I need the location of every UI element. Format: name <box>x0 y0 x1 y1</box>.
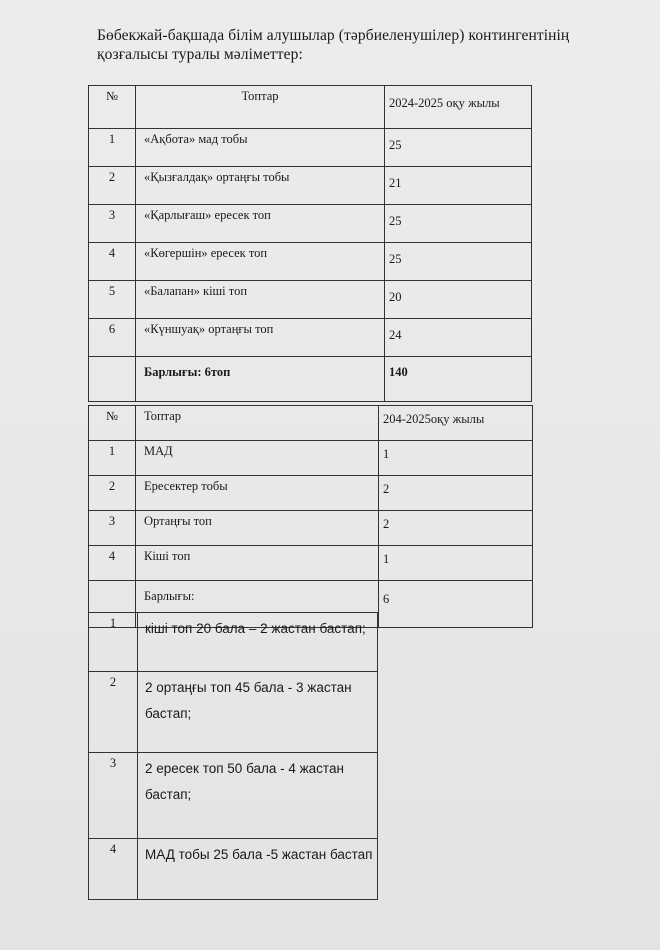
row-number: 3 <box>89 511 136 546</box>
row-count: 25 <box>385 205 532 243</box>
row-number: 1 <box>89 441 136 476</box>
total-value: 140 <box>385 357 532 402</box>
row-description: кіші топ 20 бала – 2 жастан бастап; <box>138 613 378 672</box>
header-number: № <box>89 406 136 441</box>
table-row <box>89 281 532 319</box>
table-row <box>89 167 532 205</box>
row-number: 4 <box>89 839 138 900</box>
row-number: 4 <box>89 546 136 581</box>
table-row <box>89 511 533 546</box>
row-group: Ересектер тобы <box>136 476 379 511</box>
row-number: 6 <box>89 319 136 357</box>
row-number: 2 <box>89 476 136 511</box>
row-count: 1 <box>379 441 533 476</box>
row-count: 25 <box>385 243 532 281</box>
row-group: Ортаңғы топ <box>136 511 379 546</box>
table-row <box>89 319 532 357</box>
table-row <box>89 205 532 243</box>
header-groups: Топтар <box>136 406 379 441</box>
table-row <box>89 441 533 476</box>
row-count: 20 <box>385 281 532 319</box>
table-row <box>89 613 378 672</box>
table-row <box>89 476 533 511</box>
table-total-row <box>89 357 532 402</box>
row-count: 2 <box>379 511 533 546</box>
row-number: 2 <box>89 672 138 753</box>
document-title: Бөбекжай-бақшада білім алушылар (тәрбиеленушілер) контингентінің қозғалысы туралы мәліметтер: <box>97 27 570 63</box>
row-group: «Ақбота» мад тобы <box>136 129 385 167</box>
row-group: «Балапан» кіші топ <box>136 281 385 319</box>
age-groups-table <box>88 612 378 900</box>
header-number: № <box>89 86 136 129</box>
row-number: 1 <box>89 129 136 167</box>
row-number: 2 <box>89 167 136 205</box>
row-number: 3 <box>89 753 138 839</box>
row-count: 24 <box>385 319 532 357</box>
row-group: «Көгершін» ересек топ <box>136 243 385 281</box>
header-year: 204-2025оқу жылы <box>379 406 533 441</box>
groups-contingent-table <box>88 85 532 402</box>
row-group: МАД <box>136 441 379 476</box>
row-number: 3 <box>89 205 136 243</box>
table-row <box>89 129 532 167</box>
total-label: Барлығы: <box>136 581 379 628</box>
total-label: Барлығы: 6топ <box>136 357 385 402</box>
header-groups: Топтар <box>136 86 385 129</box>
row-group: «Күншуақ» ортаңғы топ <box>136 319 385 357</box>
row-count: 25 <box>385 129 532 167</box>
total-value: 6 <box>379 581 533 628</box>
group-types-table <box>88 405 533 628</box>
total-number <box>89 357 136 402</box>
row-description: 2 ортаңғы топ 45 бала - 3 жастан бастап; <box>138 672 378 753</box>
table-row <box>89 672 378 753</box>
table-row <box>89 753 378 839</box>
row-number: 1 <box>89 613 138 672</box>
row-group: «Қарлығаш» ересек топ <box>136 205 385 243</box>
table-row <box>89 243 532 281</box>
row-count: 2 <box>379 476 533 511</box>
table-header-row <box>89 406 533 441</box>
row-number: 5 <box>89 281 136 319</box>
row-count: 1 <box>379 546 533 581</box>
row-group: Кіші топ <box>136 546 379 581</box>
row-number: 4 <box>89 243 136 281</box>
table-row <box>89 839 378 900</box>
table-row <box>89 546 533 581</box>
row-group: «Қызғалдақ» ортаңғы тобы <box>136 167 385 205</box>
row-description: 2 ересек топ 50 бала - 4 жастан бастап; <box>138 753 378 839</box>
row-count: 21 <box>385 167 532 205</box>
row-description: МАД тобы 25 бала -5 жастан бастап <box>138 839 378 900</box>
header-year: 2024-2025 оқу жылы <box>385 86 532 129</box>
table-header-row <box>89 86 532 129</box>
